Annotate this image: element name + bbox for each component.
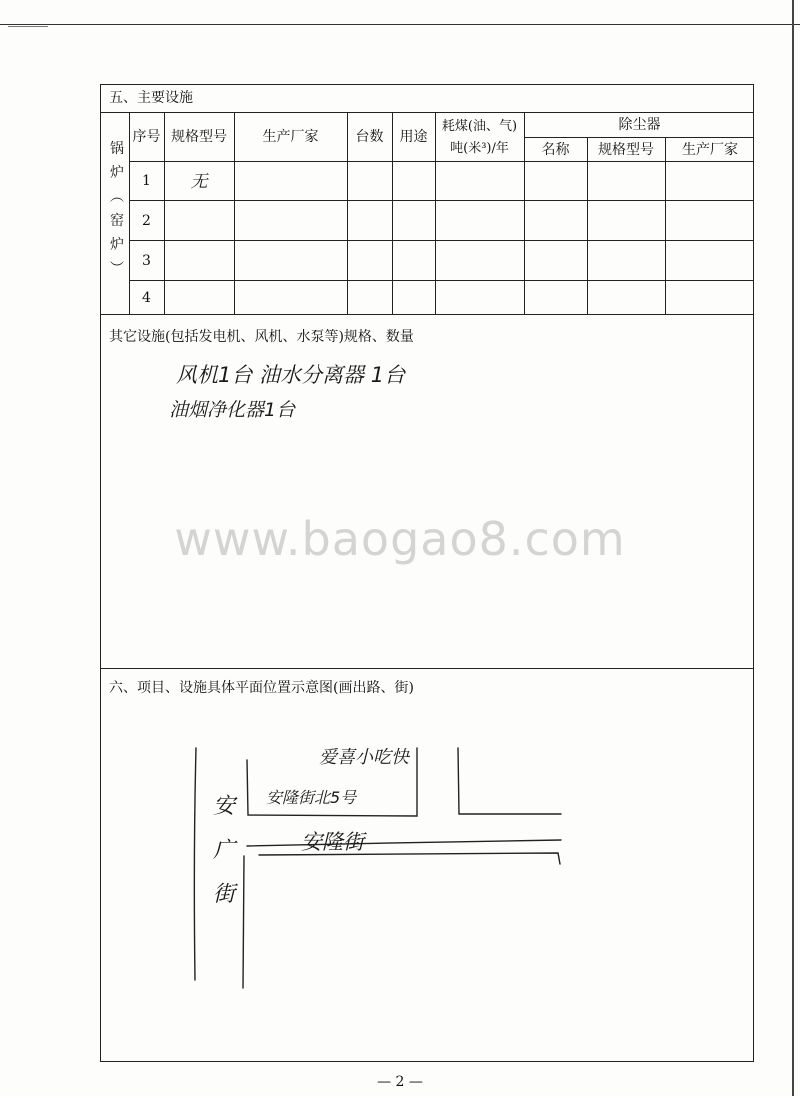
boiler-label-char: 炉 [110, 237, 124, 253]
sketch-line [194, 748, 196, 980]
boiler-label-char: ︶ [110, 261, 124, 277]
section6-title: 六、项目、设施具体平面位置示意图(画出路、街) [109, 680, 414, 696]
boiler-label [105, 137, 129, 281]
row-rule [129, 240, 753, 241]
boiler-label-char: 窑 [110, 213, 124, 229]
header-use: 用途 [399, 129, 428, 145]
row-rule [129, 280, 753, 281]
header-dust-maker: 生产厂家 [682, 142, 738, 158]
map-street-char: 安 [213, 794, 236, 819]
map-shop-label: 爱喜小吃快 [319, 747, 409, 768]
dust-subheader-rule [524, 137, 753, 138]
map-address-label: 安隆街北5号 [266, 788, 357, 807]
sketch-line [259, 853, 560, 864]
sketch-line [243, 856, 244, 988]
other-facilities-line1: 风机1台 油水分离器 1台 [176, 363, 406, 387]
map-street-char: 街 [213, 882, 236, 907]
row-seq: 1 [142, 173, 151, 189]
header-dust-spec: 规格型号 [598, 142, 654, 158]
col-divider [587, 137, 588, 314]
row-spec-handwritten: 无 [190, 172, 208, 192]
boiler-label-char: 炉 [110, 165, 124, 181]
sketch-line [458, 748, 561, 814]
row-rule [129, 200, 753, 201]
boiler-label-char: ︵ [110, 189, 124, 205]
header-maker: 生产厂家 [262, 129, 319, 145]
row-seq: 3 [142, 253, 151, 269]
form-frame [100, 84, 754, 1062]
header-rule [129, 161, 753, 162]
header-seq: 序号 [132, 129, 161, 145]
other-facilities-line2: 油烟净化器1台 [169, 399, 296, 421]
sketch-line [247, 840, 561, 846]
header-count: 台数 [355, 129, 384, 145]
section5-title-rule [101, 112, 753, 113]
row-seq: 4 [142, 290, 151, 306]
map-street-horizontal: 安隆街 [301, 830, 364, 854]
section5-title: 五、主要设施 [109, 90, 193, 106]
map-street-char: 广 [213, 838, 236, 863]
boiler-label-char: 锅 [110, 141, 124, 157]
header-spec: 规格型号 [171, 129, 227, 145]
header-dust-name: 名称 [541, 142, 570, 158]
location-sketch [101, 668, 755, 1063]
header-fuel-line2: 吨(米³)/年 [450, 141, 509, 156]
header-fuel-line1: 耗煤(油、气) [441, 119, 518, 134]
map-street-vertical [213, 785, 235, 917]
scan-top-edge [0, 24, 800, 25]
scan-mark [8, 26, 48, 27]
col-divider [665, 137, 666, 314]
page-number: — 2 — [377, 1074, 423, 1090]
header-dust: 除尘器 [618, 117, 661, 133]
other-facilities-title: 其它设施(包括发电机、风机、水泵等)规格、数量 [109, 329, 414, 345]
watermark: www.baogao8.com [174, 512, 626, 566]
row-seq: 2 [142, 213, 151, 229]
table-bottom-rule [101, 314, 753, 315]
